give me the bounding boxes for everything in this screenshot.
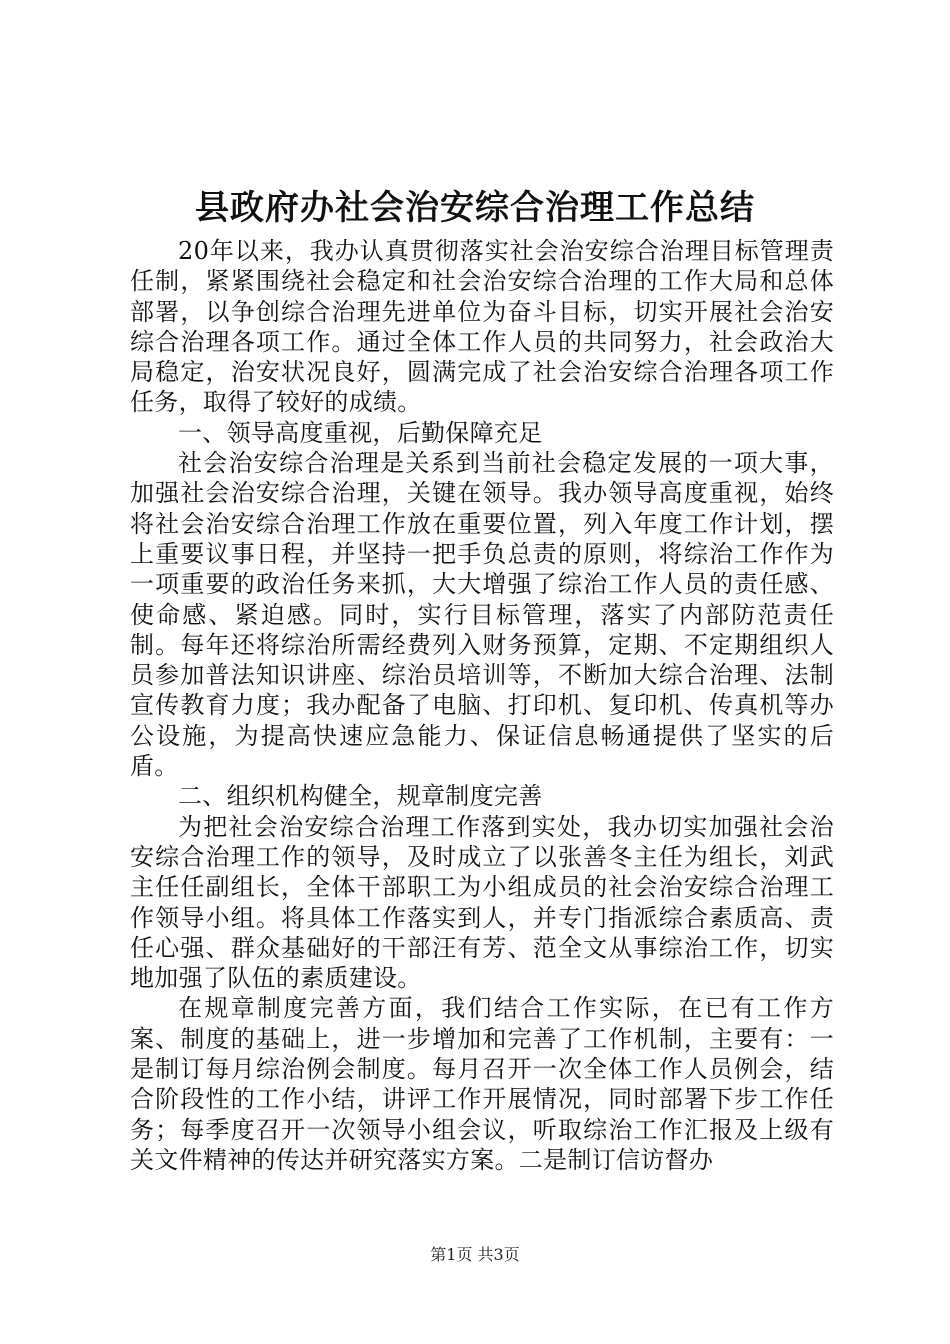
paragraph-leadership: 社会治安综合治理是关系到当前社会稳定发展的一项大事，加强社会治安综合治理，关键在领导。我办领导高度重视，始终将社会治安综合治理工作放在重要位置，列入年度工作计划，摆上重要议事日程，并坚持一把手负总责的原则，将综治工作作为一项重要的政治任务来抓，大大增强了综治工作人员的责任感、使命感、紧迫感。同时，实行目标管理，落实了内部防范责任制。每年还将综治所需经费列入财务预算，定期、不定期组织人员参加普法知识讲座、综治员培训等，不断加大综合治理、法制宣传教育力度；我办配备了电脑、打印机、复印机、传真机等办公设施，为提高快速应急能力、保证信息畅通提供了坚实的后盾。 bbox=[130, 449, 834, 781]
document-body bbox=[130, 236, 834, 1175]
document-title: 县政府办社会治安综合治理工作总结 bbox=[195, 188, 755, 228]
section-heading-2: 二、组织机构健全，规章制度完善 bbox=[178, 782, 543, 811]
page-footer: 第1页 共3页 bbox=[430, 1245, 520, 1264]
paragraph-organization: 为把社会治安综合治理工作落到实处，我办切实加强社会治安综合治理工作的领导，及时成立了以张善冬主任为组长，刘武主任任副组长，全体干部职工为小组成员的社会治安综合治理工作领导小组。将具体工作落实到人，并专门指派综合素质高、责任心强、群众基础好的干部汪有芳、范全文从事综治工作，切实地加强了队伍的素质建设。 bbox=[130, 812, 834, 993]
paragraph-intro: 20年以来，我办认真贯彻落实社会治安综合治理目标管理责任制，紧紧围绕社会稳定和社会治安综合治理的工作大局和总体部署，以争创综合治理先进单位为奋斗目标，切实开展社会治安综合治理各项工作。通过全体工作人员的共同努力，社会政治大局稳定，治安状况良好，圆满完成了社会治安综合治理各项工作任务，取得了较好的成绩。 bbox=[130, 237, 834, 417]
section-heading-1: 一、领导高度重视，后勤保障充足 bbox=[178, 418, 543, 447]
paragraph-regulations: 在规章制度完善方面，我们结合工作实际，在已有工作方案、制度的基础上，进一步增加和完善了工作机制，主要有：一是制订每月综治例会制度。每月召开一次全体工作人员例会，结合阶段性的工作小结，讲评工作开展情况，同时部署下步工作任务；每季度召开一次领导小组会议，听取综治工作汇报及上级有关文件精神的传达并研究落实方案。二是制订信访督办 bbox=[130, 994, 834, 1174]
